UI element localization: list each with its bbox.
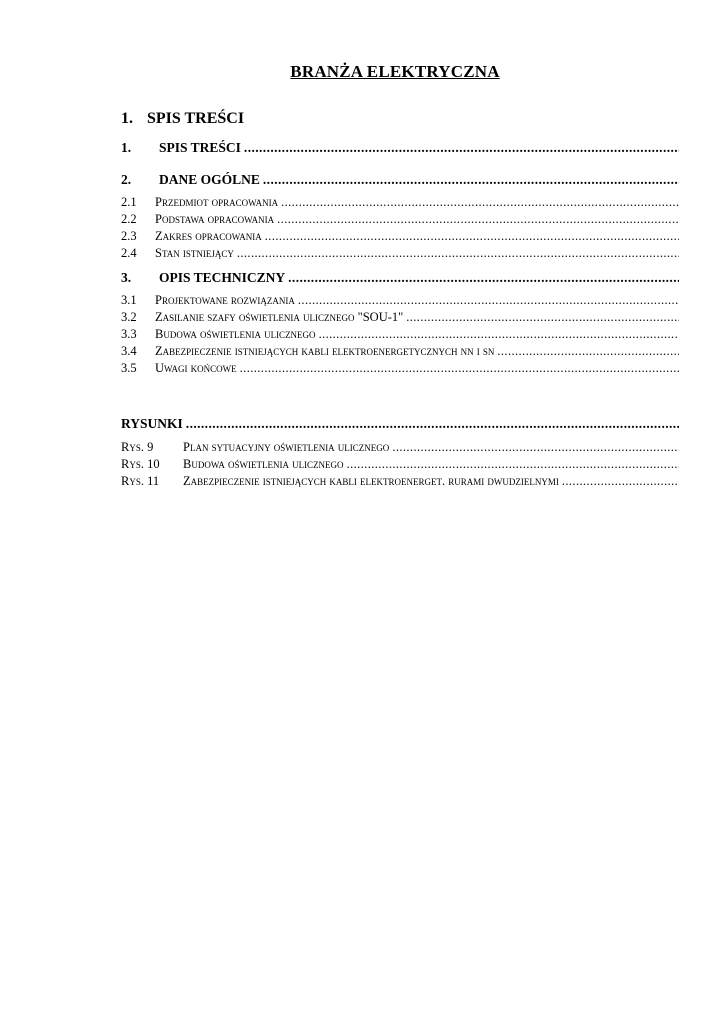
dot-leader bbox=[562, 474, 679, 489]
toc-subentry-number: 3.4 bbox=[121, 344, 137, 358]
drawings-heading: RYSUNKI bbox=[121, 416, 183, 431]
toc-entry-number: 2. bbox=[121, 172, 132, 187]
toc-subentry-2-1[interactable] bbox=[121, 195, 679, 210]
toc-subentry-number: 3.2 bbox=[121, 310, 137, 324]
toc-subentry-2-4[interactable] bbox=[121, 246, 679, 261]
dot-leader bbox=[392, 440, 679, 455]
toc-subentry-number: 2.1 bbox=[121, 195, 137, 209]
toc-entry-label: DANE OGÓLNE bbox=[159, 172, 260, 187]
dot-leader bbox=[237, 246, 679, 261]
toc-subentry-label: Zakres opracowania bbox=[155, 229, 262, 243]
dot-leader bbox=[186, 416, 679, 432]
drawing-label: Plan sytuacyjny oświetlenia ulicznego bbox=[183, 440, 390, 454]
drawing-label: Budowa oświetlenia ulicznego bbox=[183, 457, 344, 471]
toc-subentry-number: 2.2 bbox=[121, 212, 137, 226]
drawing-number: Rys. 10 bbox=[121, 457, 160, 471]
toc-entry-dane-ogolne[interactable] bbox=[121, 172, 679, 188]
toc-subentry-label: Projektowane rozwiązania bbox=[155, 293, 295, 307]
dot-leader bbox=[263, 172, 679, 188]
toc-entry-opis-techniczny[interactable] bbox=[121, 270, 679, 286]
dot-leader bbox=[406, 310, 679, 325]
dot-leader bbox=[288, 270, 679, 286]
toc-subentry-number: 3.3 bbox=[121, 327, 137, 341]
toc-subentry-label: Zasilanie szafy oświetlenia ulicznego "SOU-1" bbox=[155, 310, 404, 324]
toc-entry-number: 3. bbox=[121, 270, 132, 285]
drawing-entry-rys-9[interactable] bbox=[121, 440, 679, 455]
toc-subentry-3-5[interactable] bbox=[121, 361, 679, 376]
toc-subentry-label: Zabezpieczenie istniejących kabli elektroenergetycznych nn i sn bbox=[155, 344, 495, 358]
toc-subentry-number: 2.4 bbox=[121, 246, 137, 260]
toc-entry-label: OPIS TECHNICZNY bbox=[159, 270, 286, 285]
dot-leader bbox=[298, 293, 679, 308]
dot-leader bbox=[244, 140, 679, 156]
toc-subentry-label: Podstawa opracowania bbox=[155, 212, 275, 226]
toc-subentry-label: Stan istniejący bbox=[155, 246, 234, 260]
dot-leader bbox=[497, 344, 679, 359]
toc-entry-spis-tresci[interactable] bbox=[121, 140, 679, 156]
toc-entry-number: 1. bbox=[121, 140, 132, 155]
drawing-label: Zabezpieczenie istniejących kabli elektroenerget. rurami dwudzielnymi bbox=[183, 474, 559, 488]
toc-subentry-label: Przedmiot opracowania bbox=[155, 195, 279, 209]
dot-leader bbox=[281, 195, 679, 210]
toc-heading bbox=[121, 110, 244, 128]
drawing-entry-rys-11[interactable] bbox=[121, 474, 679, 489]
toc-subentry-number: 3.5 bbox=[121, 361, 137, 375]
dot-leader bbox=[265, 229, 679, 244]
toc-subentry-number: 3.1 bbox=[121, 293, 137, 307]
dot-leader bbox=[277, 212, 679, 227]
toc-subentry-3-1[interactable] bbox=[121, 293, 679, 308]
document-title: BRANŻA ELEKTRYCZNA bbox=[290, 62, 500, 81]
toc-subentry-3-3[interactable] bbox=[121, 327, 679, 342]
toc-entry-rysunki[interactable] bbox=[121, 416, 679, 432]
toc-subentry-3-2[interactable] bbox=[121, 310, 679, 325]
toc-entry-label: SPIS TREŚCI bbox=[159, 140, 241, 155]
toc-subentry-label: Budowa oświetlenia ulicznego bbox=[155, 327, 316, 341]
toc-heading-label: SPIS TREŚCI bbox=[147, 110, 245, 127]
toc-subentry-3-4[interactable] bbox=[121, 344, 679, 359]
dot-leader bbox=[319, 327, 679, 342]
toc-subentry-2-3[interactable] bbox=[121, 229, 679, 244]
dot-leader bbox=[240, 361, 679, 376]
drawing-number: Rys. 11 bbox=[121, 474, 160, 488]
toc-subentry-2-2[interactable] bbox=[121, 212, 679, 227]
drawing-number: Rys. 9 bbox=[121, 440, 154, 454]
dot-leader bbox=[347, 457, 679, 472]
toc-subentry-number: 2.3 bbox=[121, 229, 137, 243]
toc-heading-number: 1. bbox=[121, 110, 133, 127]
toc-subentry-label: Uwagi końcowe bbox=[155, 361, 237, 375]
drawing-entry-rys-10[interactable] bbox=[121, 457, 679, 472]
